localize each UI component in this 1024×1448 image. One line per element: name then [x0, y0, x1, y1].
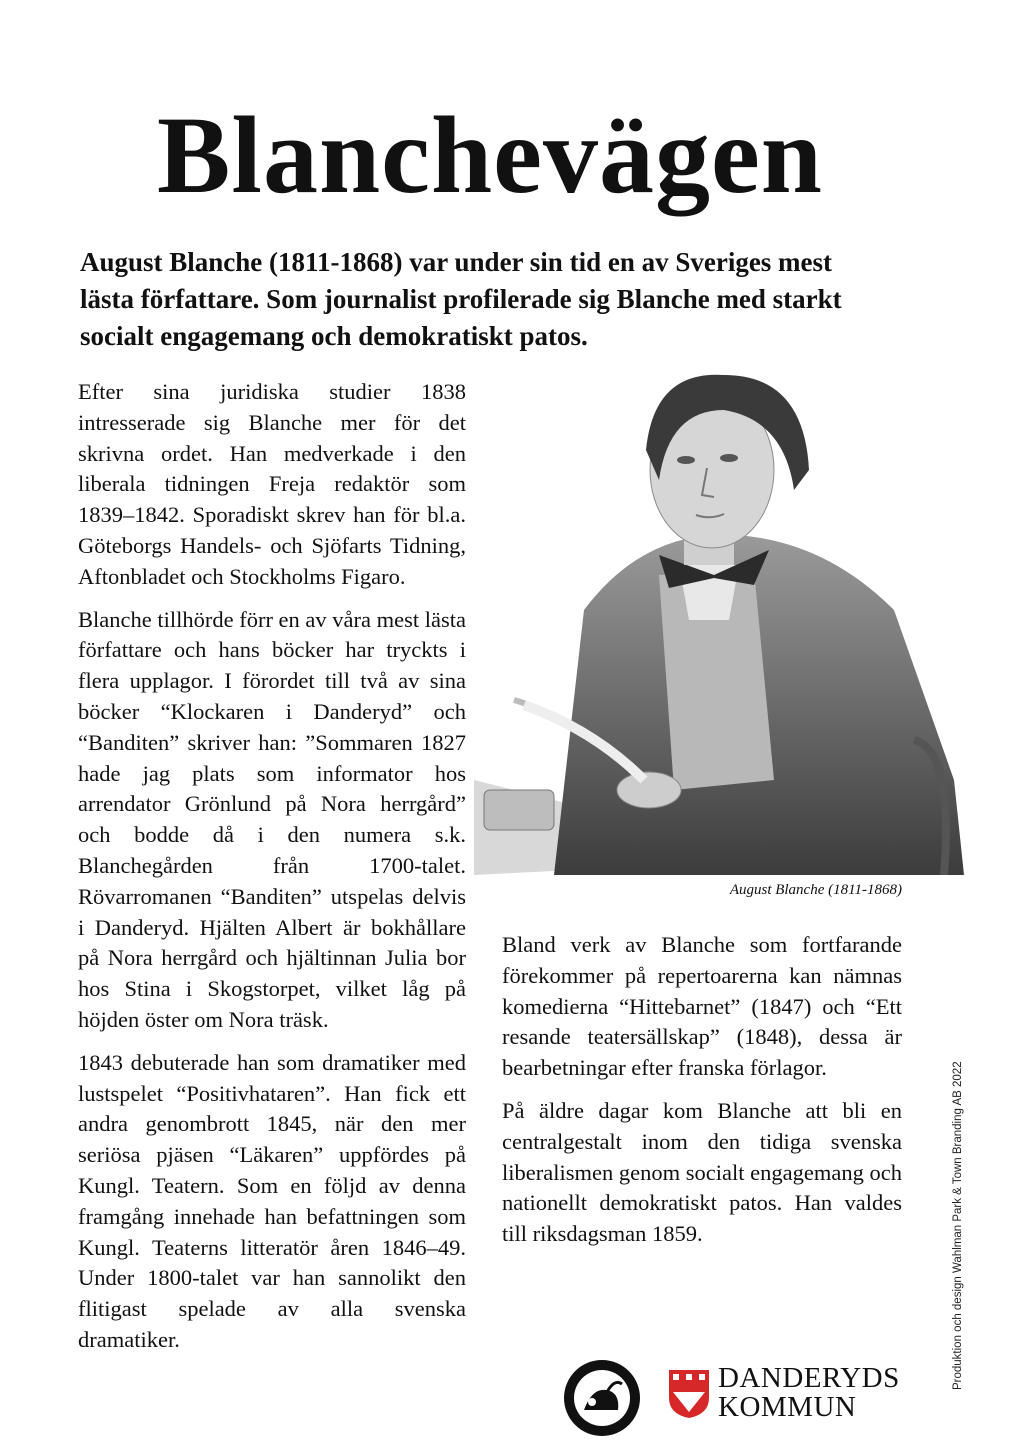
portrait-image: [474, 360, 964, 875]
kommun-line-2: KOMMUN: [718, 1391, 857, 1423]
body-paragraph: På äldre dagar kom Blanche att bli en centralgestalt inom den tidiga svenska liberalismen genom socialt engagemang och nationellt demokratiskt patos. Han valdes till riksdagsman 1859.: [502, 1097, 902, 1247]
lead-paragraph: August Blanche (1811-1868) var under sin tid en av Sveriges mest lästa författare. Som journalist profilerade sig Blanche med starkt socialt engagemang och demokratiskt patos.: [80, 247, 842, 351]
body-paragraph: Bland verk av Blanche som fortfarande förekommer på repertoarerna kan nämnas komedierna “Hittebarnet” (1847) och “Ett resande teatersällskap” (1848), dessa är bearbetningar efter franska förlagor.: [502, 932, 902, 1081]
body-paragraph: Efter sina juridiska studier 1838 intresserade sig Blanche mer för det skrivna ordet. Han medverkade i den liberala tidningen Freja redaktör som 1839–1842. Sporadiskt skrev han för bl.a. Göteborgs Handels- och Sjöfarts Tidning, Aftonbladet och Stockholms Figaro.: [78, 379, 466, 589]
right-column: [502, 930, 902, 1262]
left-column: [78, 377, 466, 1368]
hembygdsforening-seal-logo: [562, 1358, 642, 1438]
body-paragraph: Blanche tillhörde förr en av våra mest lästa författare och hans böcker har tryckts i flera upplagor. I förordet till två av sina böcker “Klockaren i Danderyd” och “Banditen” skriver han: ”Sommaren 1827 hade jag plats som informator hos arrendator Grönlund på Nora herrgård” och bodde då i den numera s.k. Blanchegården från 1700-talet. Rövarromanen “Banditen” utspelas delvis i Danderyd. Hjälten Albert är bokhållare på Nora herrgård och hjältinnan Julia bor hos Stina i Skogstorpet, vilket låg på höjden öster om Nora träsk.: [78, 606, 466, 1032]
page-title: Blanchevägen: [157, 94, 823, 216]
production-credit: Produktion och design Wahlman Park & Town Branding AB 2022: [952, 1061, 964, 1390]
body-paragraph: 1843 debuterade han som dramatiker med lustspelet “Positivhataren”. Han fick ett andra genombrott 1845, när den mer seriösa pjäsen “Läkaren” uppfördes på Kungl. Teatern. Som en följd av denna framgång innehade han befattningen som Kungl. Teaterns litteratör åren 1846–49. Under 1800-talet var han sannolikt den flitigast spelade av alla svenska dramatiker.: [78, 1049, 466, 1352]
portrait-caption: August Blanche (1811-1868): [729, 882, 902, 898]
kommun-shield-logo: [667, 1368, 711, 1420]
kommun-wordmark: [718, 1364, 900, 1422]
kommun-line-1: DANDERYDS: [718, 1362, 900, 1394]
